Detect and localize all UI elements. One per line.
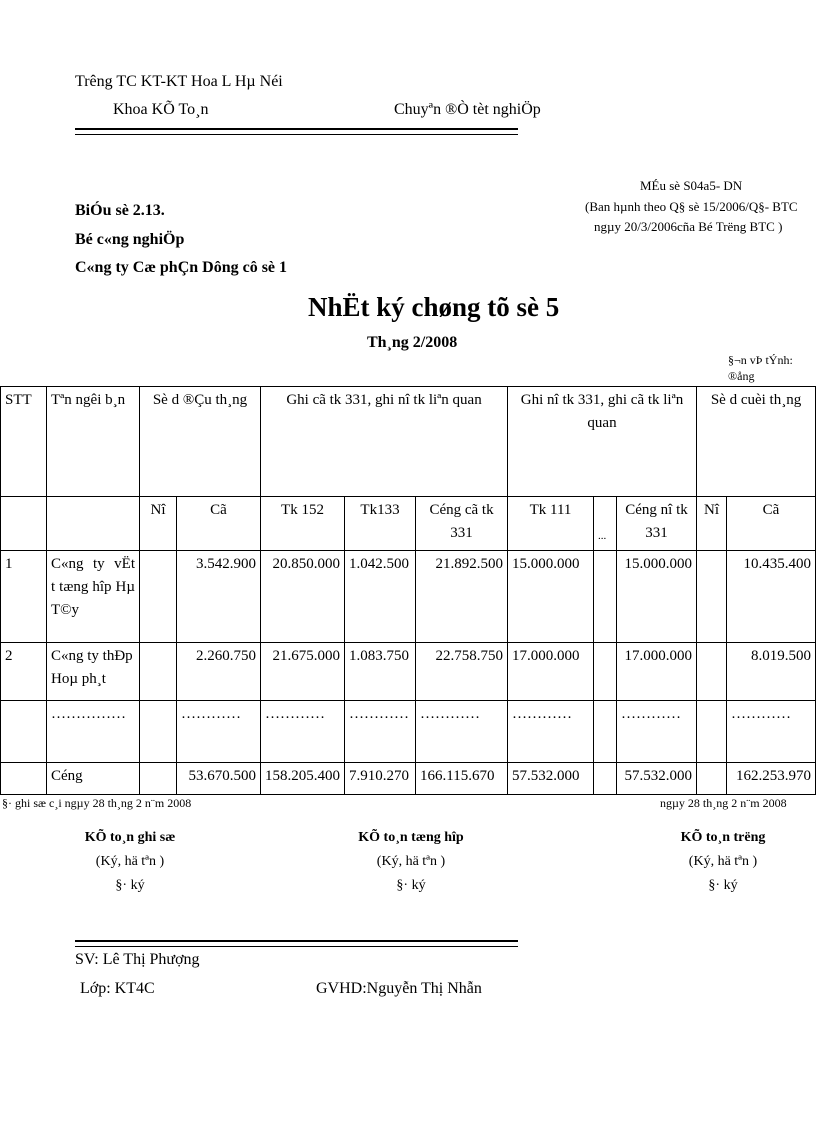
col-supplier: Tªn ngêi b¸n	[47, 387, 140, 497]
page-title: NhËt ký chøng tõ sè 5	[308, 292, 560, 322]
advisor-name: GVHD:Nguyễn Thị Nhẫn	[316, 980, 482, 997]
table-header-row	[1, 387, 816, 497]
table-row: 2 C«ng ty thÐp Hoµ ph¸t 2.260.750 21.675.000 1.083.750 22.758.750 17.000.000 17.000.000 8.019.500	[1, 643, 816, 701]
sub-total-credit: Céng cã tk 331	[416, 497, 508, 551]
col-credit-group: Ghi cã tk 331, ghi nî tk liªn quan	[261, 387, 508, 497]
footer-rule	[75, 940, 518, 947]
recorded-date: §· ghi sæ c¸i ngµy 28 th¸ng 2 n¨m 2008	[2, 796, 192, 810]
sub-close-debit: Nî	[697, 497, 727, 551]
ledger-table	[0, 386, 816, 795]
decree-line-2: ngµy 20/3/2006cña Bé Trëng BTC )	[594, 219, 783, 234]
signer-chief-accountant: KÕ to¸n trëng (Ký, hä tªn ) §· ký	[680, 830, 766, 893]
col-debit-group: Ghi nî tk 331, ghi cã tk liªn quan	[508, 387, 697, 497]
faculty-name: Khoa KÕ To¸n	[113, 101, 209, 118]
student-name: SV: Lê Thị Phượng	[75, 951, 200, 968]
sub-close-credit: Cã	[727, 497, 816, 551]
figure-number: BiÓu sè 2.13.	[75, 202, 165, 219]
total-label: Céng	[47, 763, 140, 795]
form-code: MÉu sè S04a5- DN	[640, 178, 743, 193]
header-rule	[75, 128, 518, 135]
ministry-name: Bé c«ng nghiÖp	[75, 231, 185, 248]
col-stt: STT	[1, 387, 47, 497]
student-class: Lớp: KT4C	[80, 980, 155, 997]
sub-extra: ...	[594, 497, 617, 551]
sub-total-debit: Céng nî tk 331	[617, 497, 697, 551]
company-name: C«ng ty Cæ phÇn Dông cô sè 1	[75, 259, 288, 276]
sub-open-credit: Cã	[177, 497, 261, 551]
col-closing-balance: Sè d cuèi th¸ng	[697, 387, 816, 497]
unit-label: §¬n vÞ tÝnh: ®ång	[728, 353, 793, 383]
sub-tk111: Tk 111	[508, 497, 594, 551]
table-row: 1 C«ng ty vËt t tæng hîp Hµ T©y 3.542.900 20.850.000 1.042.500 21.892.500 15.000.000 15.000.000 10.435.400	[1, 551, 816, 643]
sub-tk152: Tk 152	[261, 497, 345, 551]
decree-line-1: (Ban hµnh theo Q§ sè 15/2006/Q§- BTC	[585, 199, 798, 214]
report-subject: Chuyªn ®Ò tèt nghiÖp	[394, 101, 541, 118]
period: Th¸ng 2/2008	[367, 334, 458, 351]
table-total-row: Céng 53.670.500 158.205.400 7.910.270 166.115.670 57.532.000 57.532.000 162.253.970	[1, 763, 816, 795]
sign-date: ngµy 28 th¸ng 2 n¨m 2008	[660, 796, 787, 810]
sub-open-debit: Nî	[140, 497, 177, 551]
sub-tk133: Tk133	[345, 497, 416, 551]
col-opening-balance: Sè d ®Çu th¸ng	[140, 387, 261, 497]
school-name: Trêng TC KT-KT Hoa L Hµ Néi	[75, 73, 283, 90]
table-row: …………… ………… ………… ………… ………… ………… ………… …………	[1, 701, 816, 763]
signer-general-accountant: KÕ to¸n tæng hîp (Ký, hä tªn ) §· ký	[358, 830, 464, 893]
signer-bookkeeper: KÕ to¸n ghi sæ (Ký, hä tªn ) §· ký	[84, 830, 176, 893]
table-subheader-row	[1, 497, 816, 551]
